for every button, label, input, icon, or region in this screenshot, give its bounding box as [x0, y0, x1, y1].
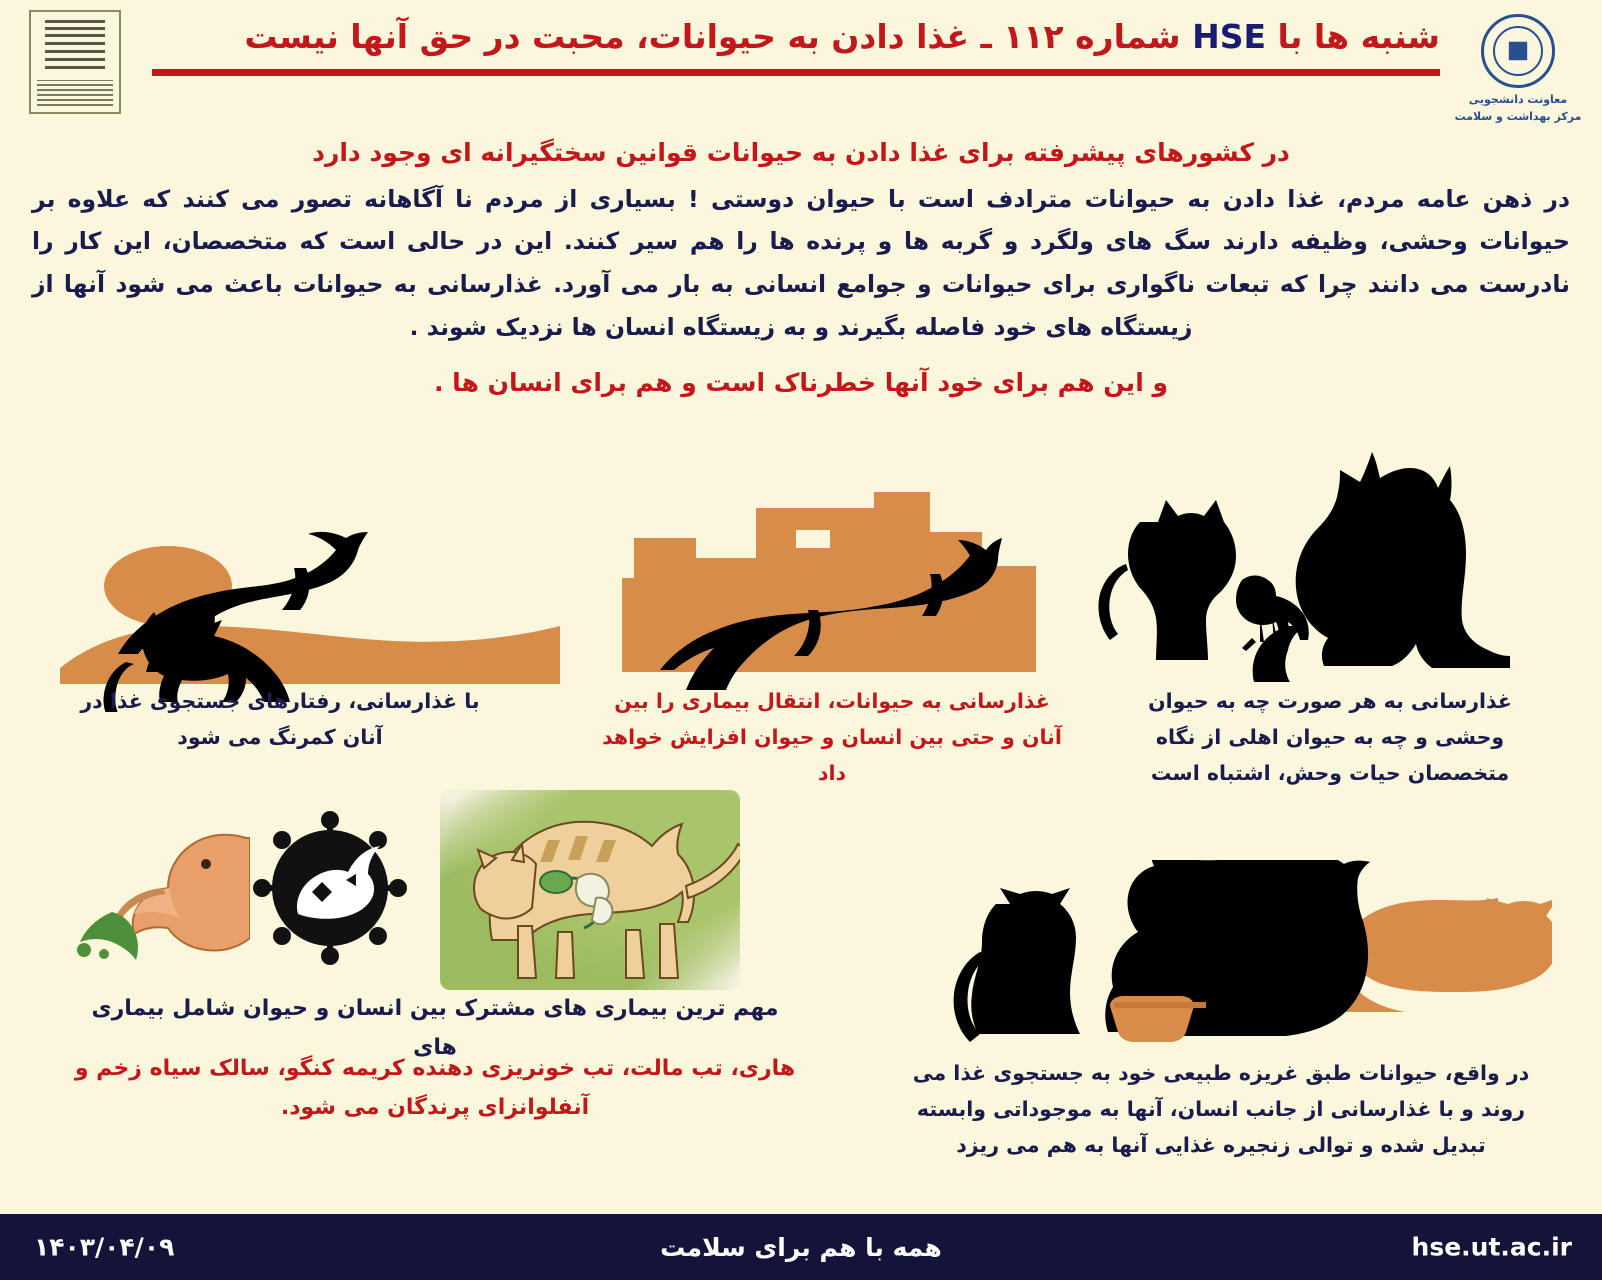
- footer-website[interactable]: hse.ut.ac.ir: [1411, 1232, 1572, 1262]
- caption-b: غذارسانی به حیوانات، انتقال بیماری را بین آنان و حتی بین انسان و حیوان افزایش خواهد داد: [602, 689, 1062, 785]
- title-rest: شماره ۱۱۲ ـ غذا دادن به حیوانات، محبت در حق آنها نیست: [244, 17, 1193, 56]
- logo-line-1: معاونت دانشجویی: [1468, 93, 1568, 106]
- illustration-group-b: [622, 492, 1042, 692]
- poster-footer: [0, 1214, 1602, 1280]
- virus-icon: [250, 808, 410, 968]
- group-b-artwork: [622, 492, 1042, 692]
- vomit-shape: [77, 912, 138, 960]
- cat-anatomy-artwork: [440, 790, 740, 990]
- dog-vomiting-illustration: [70, 820, 250, 960]
- poster-header: [0, 0, 1602, 130]
- logo-line-2: مرکز بهداشت و سلامت: [1454, 109, 1582, 123]
- group-a-artwork: [1092, 452, 1562, 692]
- title-prefix: شنبه ها با: [1266, 17, 1440, 56]
- illustration-group-a: [1092, 452, 1562, 692]
- intro-lead: در کشورهای پیشرفته برای غذا دادن به حیوانات قوانین سختگیرانه ای وجود دارد: [312, 138, 1290, 167]
- intro-warning: و این هم برای خود آنها خطرناک است و هم برای انسان ها .: [433, 367, 1169, 397]
- dog-silhouette-icon: [1253, 452, 1510, 682]
- grooming-cat-silhouette-icon: [954, 888, 1080, 1042]
- university-logo: [1448, 14, 1588, 125]
- illustration-row-middle: [0, 452, 1602, 792]
- emblem-caption-strokes: [37, 80, 113, 106]
- title-divider: [152, 69, 1440, 76]
- emblem-calligraphy: [45, 20, 105, 78]
- emblem-frame: [29, 10, 121, 114]
- page-title: [152, 16, 1440, 57]
- illustration-row-lower: [0, 860, 1602, 1190]
- cat-silhouette-icon: [1098, 500, 1236, 660]
- ministry-emblem-icon: [16, 10, 134, 122]
- infected-cat-illustration: [440, 790, 740, 990]
- caption-e-blue: مهم ترین بیماری های مشترک بین انسان و حیوان شامل بیماری های: [91, 996, 779, 1060]
- title-block: [152, 16, 1440, 76]
- caption-d: در واقع، حیوانات طبق غریزه طبیعی خود به جستجوی غذا می روند و با غذارسانی از جانب انسان، آنها به موجوداتی وابسته تبدیل شده و توالی زنجیره غذایی آنها به هم می ریزد: [912, 1061, 1530, 1157]
- intro-section: [24, 134, 1578, 403]
- caption-e-red: هاری، تب مالت، تب خونریزی دهنده کریمه کنگو، سالک سیاه زخم و آنفلوانزای پرندگان می شود.: [74, 1056, 796, 1120]
- group-d-artwork: [892, 860, 1552, 1050]
- caption-c: با غذارسانی، رفتارهای جستجوی غذا در آنان کمرنگ می شود: [80, 689, 480, 749]
- footer-date: ۱۴۰۳/۰۴/۰۹: [34, 1232, 175, 1262]
- illustration-group-d: [892, 860, 1552, 1050]
- university-seal-icon: [1481, 14, 1555, 88]
- caption-a: غذارسانی به هر صورت چه به حیوان وحشی و چه به حیوان اهلی از نگاه متخصصان حیات وحش، اشتباه است: [1148, 689, 1512, 785]
- illustration-group-e: [60, 790, 760, 1020]
- group-c-artwork: [60, 512, 560, 712]
- title-hse: HSE: [1192, 17, 1267, 56]
- illustration-group-c: [60, 512, 560, 702]
- footer-slogan: همه با هم برای سلامت: [660, 1232, 942, 1262]
- intro-body: در ذهن عامه مردم، غذا دادن به حیوانات مترادف است با حیوان دوستی ! بسیاری از مردم نا آگاهانه تصور می کنند که علاوه بر حیوانات وحشی، وظیفه دارند سگ های ولگرد و گربه ها و پرنده ها را هم سیر کنند. این در حالی است که متخصصان، این کار را نادرست می دانند چرا که تبعات ناگواری برای حیوانات و جوامع انسانی به بار می آورد. غذارسانی به حیوانات باعث می شود آنها از زیستگاه های خود فاصله بگیرند و به زیستگاه انسان ها نزدیک شوند .: [32, 184, 1570, 341]
